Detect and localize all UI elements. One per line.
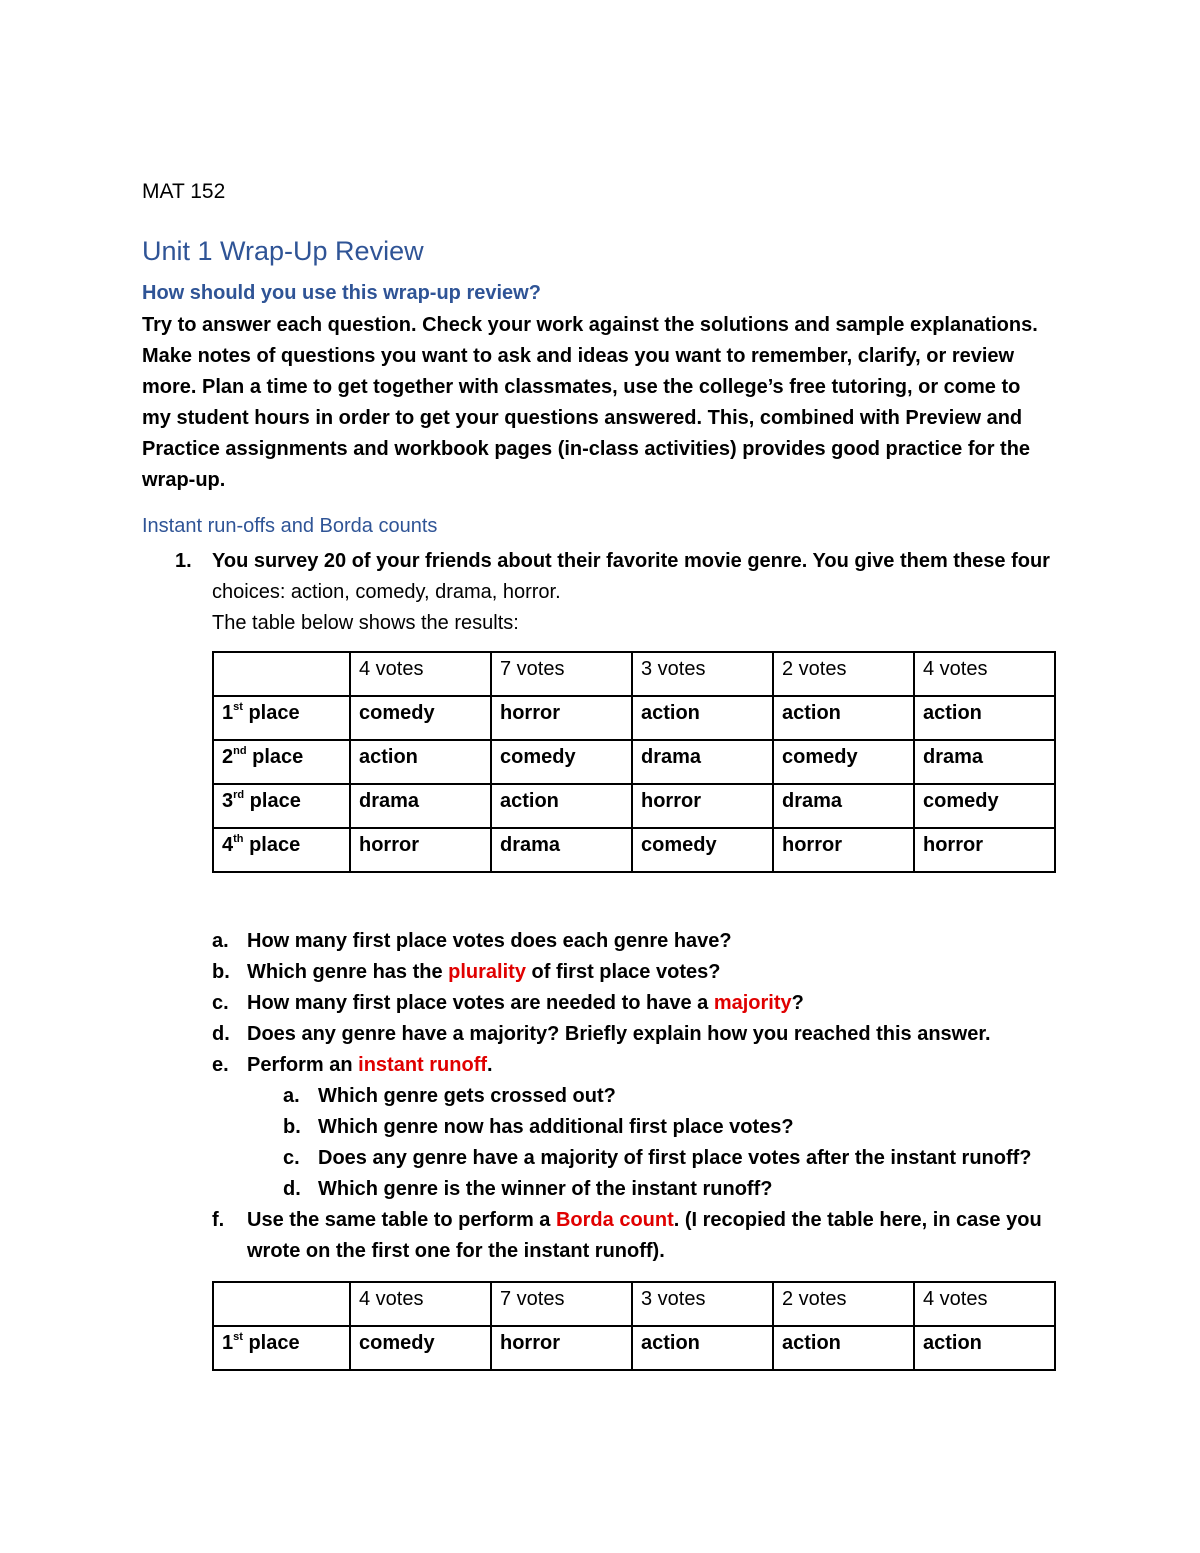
key-term: Borda count: [555, 1209, 674, 1231]
paragraph-line: wrap-up.: [142, 469, 226, 491]
paragraph-line: more. Plan a time to get together with classmates, use the college’s free tutoring, or come to: [142, 376, 1021, 398]
table-cell: action: [350, 740, 491, 784]
table-cell: 2 votes: [773, 652, 914, 696]
table-cell: 4 votes: [914, 652, 1055, 696]
course-code: MAT 152: [142, 180, 226, 203]
table-cell: 7 votes: [491, 1282, 632, 1326]
table-cell: [213, 652, 350, 696]
table-cell: 3 votes: [632, 652, 773, 696]
table-cell: 4 votes: [350, 652, 491, 696]
paragraph-line: Try to answer each question. Check your work against the solutions and sample explanations.: [142, 314, 1038, 336]
question-line: You survey 20 of your friends about their favorite movie genre. You give them these four: [212, 550, 1050, 572]
row-label: 1st place: [213, 696, 350, 740]
row-label: 2nd place: [213, 740, 350, 784]
table-cell: drama: [491, 828, 632, 872]
section-heading-runoffs: Instant run-offs and Borda counts: [142, 515, 438, 537]
table-header-row: [213, 1282, 1055, 1326]
table-header-row: [213, 652, 1055, 696]
table-cell: comedy: [632, 828, 773, 872]
question-line: The table below shows the results:: [212, 612, 519, 634]
table-cell: action: [632, 696, 773, 740]
table-cell: 3 votes: [632, 1282, 773, 1326]
table-cell: action: [914, 696, 1055, 740]
table-cell: action: [773, 1326, 914, 1370]
table-row: [213, 696, 1055, 740]
row-label: 4th place: [213, 828, 350, 872]
table-cell: [213, 1282, 350, 1326]
key-term: instant runoff: [358, 1054, 488, 1076]
table-cell: horror: [350, 828, 491, 872]
table-cell: 4 votes: [914, 1282, 1055, 1326]
table-row: [213, 1326, 1055, 1370]
key-term: majority: [713, 992, 792, 1014]
table-cell: drama: [773, 784, 914, 828]
table-cell: comedy: [491, 740, 632, 784]
table-cell: horror: [491, 1326, 632, 1370]
row-label: 3rd place: [213, 784, 350, 828]
row-label: 1st place: [213, 1326, 350, 1370]
table-cell: action: [632, 1326, 773, 1370]
question-number: 1.: [175, 550, 192, 572]
paragraph-line: my student hours in order to get your questions answered. This, combined with Preview and: [142, 407, 1023, 429]
table-cell: drama: [632, 740, 773, 784]
table-row: [213, 828, 1055, 872]
section-heading-usage: How should you use this wrap-up review?: [142, 282, 541, 304]
page-title: Unit 1 Wrap-Up Review: [142, 236, 424, 266]
intro-paragraph: [142, 310, 1062, 496]
document-page: MAT 152 Unit 1 Wrap-Up Review How should you use this wrap-up review? Try to answer each question. Check your work against the solutions and sample explanations. Make notes of questions you want to ask and ideas you want to remember, clarify, or review more. Plan a time to get together with classmates, use the college’s free tutoring, or come to my student hours in order to get your questions answered. This, combined with Preview and Practice assignments and workbook pages (in-class activities) provides good practice for the wrap-up. Instant run-offs and Borda counts 1. You survey 20 of your friends about their favorite movie genre. You give them these four choices: action, comedy, drama, horror. The table below shows the results: 4 votes 7 votes 3 votes 2 votes 4 votes 1st place comedy horror action action action 2nd place action comedy drama comedy drama 3rd place drama action horror drama comedy 4th place horror drama comedy horror horror a. How many first place votes does each genre have? b. Which genre has the plurality of first place votes? c. How many first place votes are needed to have a majority? d. Does any genre have a majority? Briefly explain how you reached this answer. e. Perform an instant runoff. a. Which genre gets crossed out? b. Which genre now has additional first place votes? c. Does any genre have a majority of first place votes after the instant runoff? d. Which genre is the winner of the instant runoff? f. Use the same table to perform a Borda count. (I recopied the table here, in case you wrote on the first one for the instant runoff). 4 votes 7 votes 3 votes 2 votes 4 votes 1st place comedy horror action action action: [0, 0, 1200, 1553]
table-cell: drama: [914, 740, 1055, 784]
table-cell: horror: [914, 828, 1055, 872]
table-cell: comedy: [350, 696, 491, 740]
table-cell: horror: [632, 784, 773, 828]
table-cell: comedy: [350, 1326, 491, 1370]
preference-table: [212, 651, 1056, 873]
table-cell: horror: [773, 828, 914, 872]
key-term: plurality: [448, 961, 526, 983]
table-cell: comedy: [914, 784, 1055, 828]
table-row: [213, 784, 1055, 828]
table-cell: action: [491, 784, 632, 828]
paragraph-line: Make notes of questions you want to ask and ideas you want to remember, clarify, or review: [142, 345, 1015, 367]
question-line: choices: action, comedy, drama, horror.: [212, 581, 561, 603]
table-cell: horror: [491, 696, 632, 740]
table-cell: 7 votes: [491, 652, 632, 696]
borda-table: [212, 1281, 1056, 1371]
table-cell: 2 votes: [773, 1282, 914, 1326]
table-cell: action: [773, 696, 914, 740]
table-cell: action: [914, 1326, 1055, 1370]
table-cell: 4 votes: [350, 1282, 491, 1326]
table-cell: comedy: [773, 740, 914, 784]
table-row: [213, 740, 1055, 784]
table-cell: drama: [350, 784, 491, 828]
paragraph-line: Practice assignments and workbook pages (in-class activities) provides good practice for the: [142, 438, 1031, 460]
